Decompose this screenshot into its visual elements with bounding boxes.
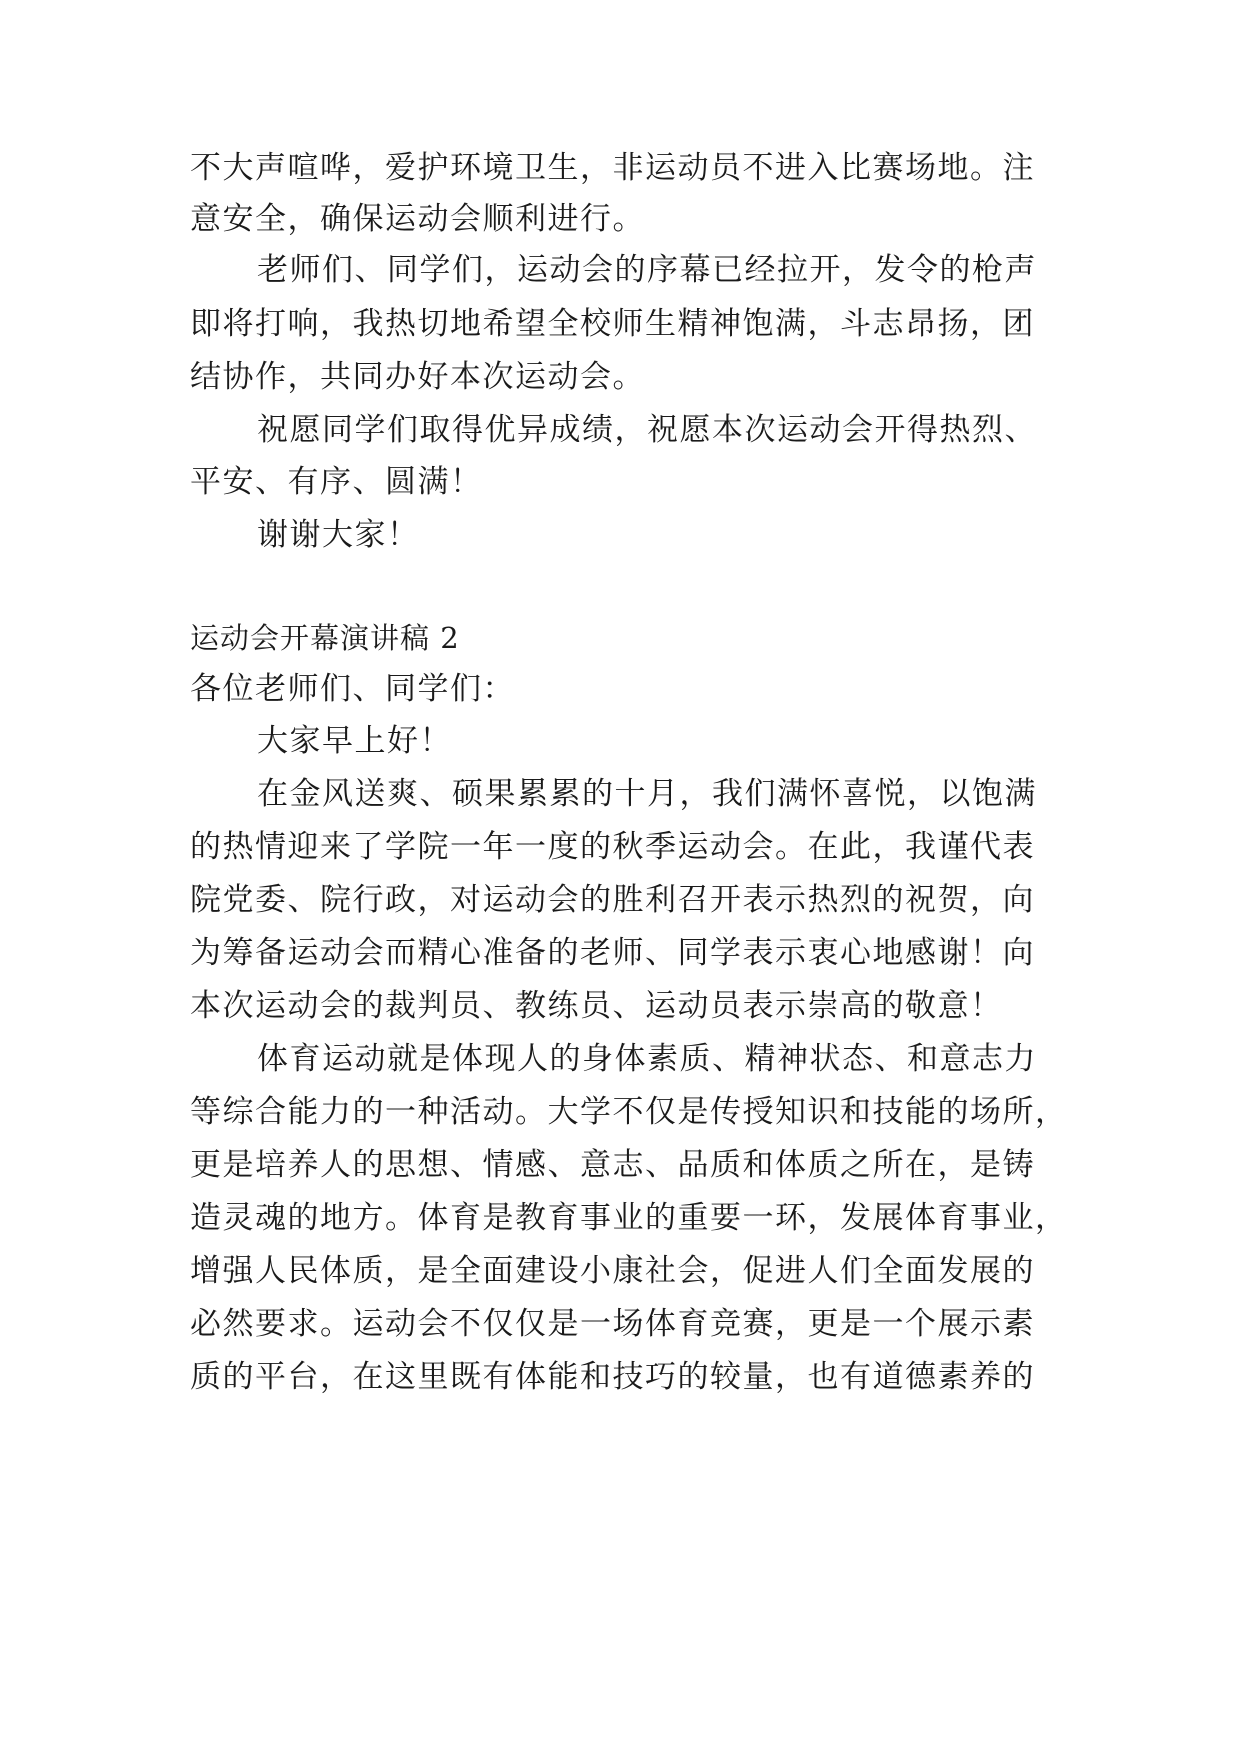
paragraph-line: 等综合能力的一种活动。大学不仅是传授知识和技能的场所， <box>190 1094 1068 1130</box>
paragraph-line: 老师们、同学们，运动会的序幕已经拉开，发令的枪声 <box>257 252 1037 288</box>
paragraph-line: 祝愿同学们取得优异成绩，祝愿本次运动会开得热烈、 <box>257 412 1037 448</box>
paragraph-line: 质的平台，在这里既有体能和技巧的较量，也有道德素养的 <box>190 1359 1035 1395</box>
paragraph-line: 本次运动会的裁判员、教练员、运动员表示崇高的敬意！ <box>190 988 1003 1024</box>
paragraph-line: 的热情迎来了学院一年一度的秋季运动会。在此，我谨代表 <box>190 829 1035 865</box>
paragraph-line: 必然要求。运动会不仅仅是一场体育竞赛，更是一个展示素 <box>190 1306 1035 1342</box>
paragraph-line: 为筹备运动会而精心准备的老师、同学表示衷心地感谢！向 <box>190 935 1035 971</box>
greeting: 大家早上好！ <box>257 723 452 759</box>
paragraph-line: 不大声喧哗，爱护环境卫生，非运动员不进入比赛场地。注 <box>190 150 1035 186</box>
paragraph-line: 更是培养人的思想、情感、意志、品质和体质之所在，是铸 <box>190 1147 1035 1183</box>
paragraph-line: 增强人民体质，是全面建设小康社会，促进人们全面发展的 <box>190 1253 1035 1289</box>
paragraph-line: 谢谢大家！ <box>257 517 420 553</box>
paragraph-line: 意安全，确保运动会顺利进行。 <box>190 201 645 237</box>
paragraph-line: 即将打响，我热切地希望全校师生精神饱满，斗志昂扬，团 <box>190 306 1035 342</box>
salutation: 各位老师们、同学们： <box>190 671 515 707</box>
paragraph-line: 结协作，共同办好本次运动会。 <box>190 359 645 395</box>
paragraph-line: 造灵魂的地方。体育是教育事业的重要一环，发展体育事业， <box>190 1200 1068 1236</box>
paragraph-line: 体育运动就是体现人的身体素质、精神状态、和意志力 <box>257 1041 1037 1077</box>
section-title: 运动会开幕演讲稿 2 <box>190 621 460 655</box>
paragraph-line: 在金风送爽、硕果累累的十月，我们满怀喜悦，以饱满 <box>257 776 1037 812</box>
paragraph-line: 平安、有序、圆满！ <box>190 464 483 500</box>
paragraph-line: 院党委、院行政，对运动会的胜利召开表示热烈的祝贺，向 <box>190 882 1035 918</box>
